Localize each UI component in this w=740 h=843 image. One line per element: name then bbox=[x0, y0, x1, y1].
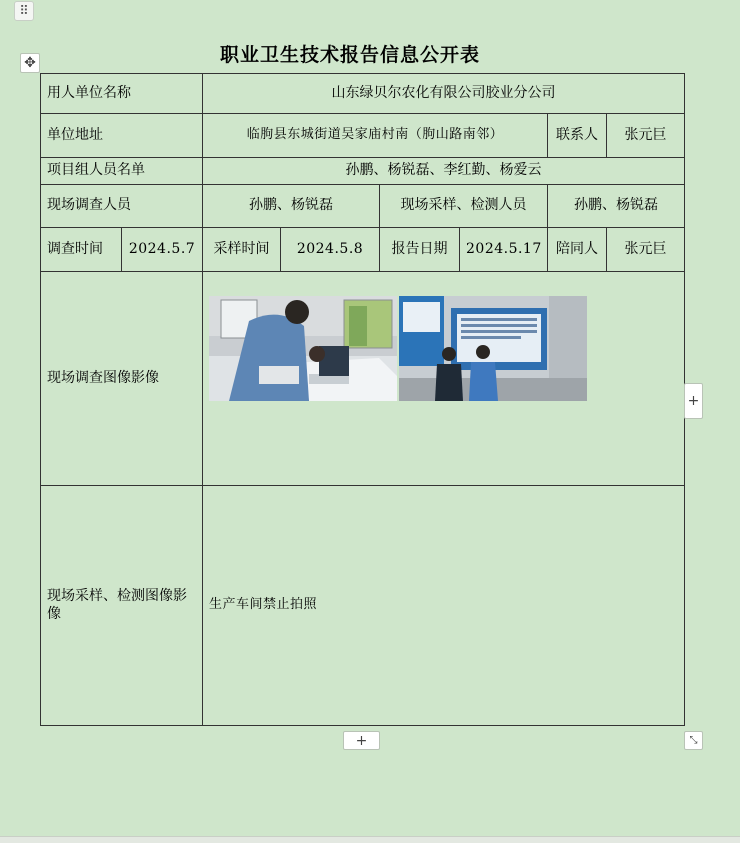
sampling-staff-label: 现场采样、检测人员 bbox=[380, 185, 548, 228]
survey-photo-office[interactable] bbox=[209, 296, 397, 401]
table-row bbox=[41, 185, 685, 228]
survey-time-value[interactable]: 2024.5.7 bbox=[122, 228, 203, 272]
team-label: 项目组人员名单 bbox=[41, 158, 203, 185]
table-row bbox=[41, 74, 685, 114]
report-date-label: 报告日期 bbox=[380, 228, 460, 272]
table-row bbox=[41, 114, 685, 158]
table-row bbox=[41, 228, 685, 272]
survey-images-label: 现场调查图像影像 bbox=[41, 272, 203, 486]
add-column-plus-icon[interactable]: + bbox=[684, 383, 703, 419]
table-row bbox=[41, 486, 685, 726]
survey-time-label: 调查时间 bbox=[41, 228, 122, 272]
table-row bbox=[41, 158, 685, 185]
report-date-value[interactable]: 2024.5.17 bbox=[460, 228, 548, 272]
team-value[interactable]: 孙鹏、杨锐磊、李红勤、杨爱云 bbox=[203, 158, 685, 185]
sampling-images-note[interactable]: 生产车间禁止拍照 bbox=[203, 486, 685, 726]
survey-staff-value[interactable]: 孙鹏、杨锐磊 bbox=[203, 185, 380, 228]
survey-staff-label: 现场调查人员 bbox=[41, 185, 203, 228]
move-arrows-icon[interactable]: ✥ bbox=[20, 53, 40, 73]
contact-label: 联系人 bbox=[548, 114, 607, 158]
survey-photo-notice-board[interactable] bbox=[399, 296, 587, 401]
sampling-time-label: 采样时间 bbox=[203, 228, 281, 272]
sampling-time-value[interactable]: 2024.5.8 bbox=[281, 228, 380, 272]
add-row-plus-icon[interactable]: + bbox=[343, 731, 380, 750]
table-row bbox=[41, 272, 685, 486]
accompany-label: 陪同人 bbox=[548, 228, 607, 272]
drag-handle-icon[interactable]: ⠿ bbox=[14, 1, 34, 21]
info-table bbox=[40, 73, 685, 726]
employer-value[interactable]: 山东绿贝尔农化有限公司胶业分公司 bbox=[203, 74, 685, 114]
address-value[interactable]: 临朐县东城街道吴家庙村南（朐山路南邻） bbox=[203, 114, 548, 158]
contact-value[interactable]: 张元巨 bbox=[607, 114, 685, 158]
accompany-value[interactable]: 张元巨 bbox=[607, 228, 685, 272]
employer-label: 用人单位名称 bbox=[41, 74, 203, 114]
sampling-images-label: 现场采样、检测图像影像 bbox=[41, 486, 203, 726]
survey-images-cell[interactable] bbox=[203, 272, 685, 486]
resize-arrows-icon[interactable]: ⤡ bbox=[684, 731, 703, 750]
page-title: 职业卫生技术报告信息公开表 bbox=[219, 44, 480, 66]
sampling-staff-value[interactable]: 孙鹏、杨锐磊 bbox=[548, 185, 685, 228]
address-label: 单位地址 bbox=[41, 114, 203, 158]
